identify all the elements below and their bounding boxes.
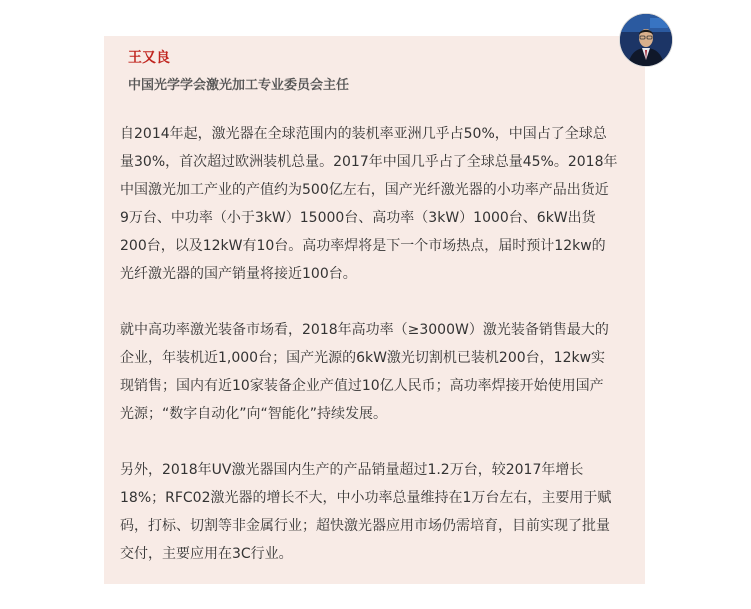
- paragraph: [120, 456, 640, 568]
- text-line: 企业，年装机近1,000台；国产光源的6kW激光切割机已装机200台，12kw实: [120, 350, 606, 366]
- text-line: 9万台、中功率（小于3kW）15000台、高功率（3kW）1000台、6kW出货: [120, 210, 596, 226]
- person-photo-icon: [620, 14, 672, 66]
- text-line: 现销售；国内有近10家装备企业产值过10亿人民币；高功率焊接开始使用国产: [120, 378, 604, 394]
- paragraph: [120, 316, 640, 428]
- avatar: [620, 14, 672, 66]
- text-line: 200台，以及12kW有10台。高功率焊将是下一个市场热点，届时预计12kw的: [120, 238, 606, 254]
- text-line: 18%；RFC02激光器的增长不大，中小功率总量维持在1万台左右，主要用于赋: [120, 490, 612, 506]
- text-line: 量30%，首次超过欧洲装机总量。2017年中国几乎占了全球总量45%。2018年: [120, 154, 618, 170]
- text-line: 就中高功率激光装备市场看，2018年高功率（≥3000W）激光装备销售最大的: [120, 322, 609, 338]
- text-line: 光纤激光器的国产销量将接近100台。: [120, 266, 357, 282]
- text-line: 另外，2018年UV激光器国内生产的产品销量超过1.2万台，较2017年增长: [120, 462, 584, 478]
- text-line: 中国激光加工产业的产值约为500亿左右，国产光纤激光器的小功率产品出货近: [120, 182, 609, 198]
- text-line: 自2014年起，激光器在全球范围内的装机率亚洲几乎占50%，中国占了全球总: [120, 126, 607, 142]
- text-line: 交付，主要应用在3C行业。: [120, 546, 293, 562]
- speaker-title: 中国光学学会激光加工专业委员会主任: [128, 78, 350, 93]
- speaker-name: 王又良: [128, 50, 170, 66]
- text-line: 码，打标、切割等非金属行业；超快激光器应用市场仍需培育，目前实现了批量: [120, 518, 610, 534]
- paragraph: [120, 120, 640, 288]
- text-line: 光源；“数字自动化”向“智能化”持续发展。: [120, 406, 388, 422]
